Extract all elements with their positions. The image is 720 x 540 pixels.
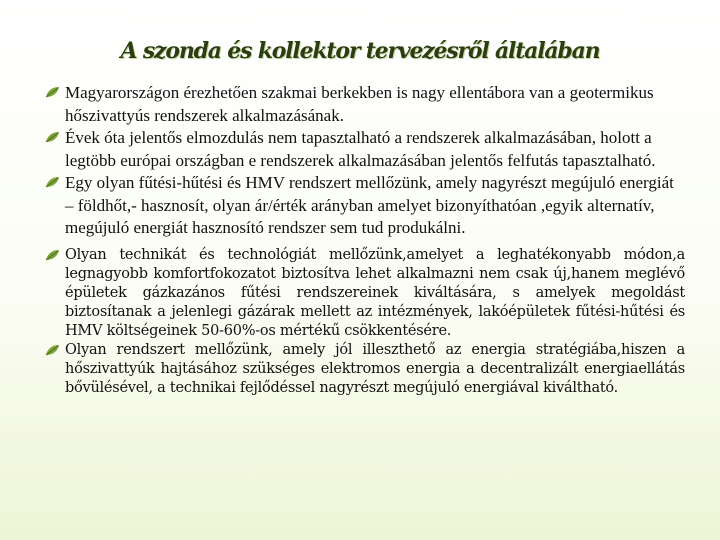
list-item-text: Olyan technikát és technológiát mellőzünk,amelyet a leghatékonyabb módon,a legnagyobb komfortfokozatot biztosítva lehet alkalmazni nem csak új,hanem meglévő épületek gázkazános fűtési rendszereinek kiváltására, s amelyek megoldást biztosítanak a jelenlegi gázárak mellett az intézmények, lakóépületek fűtési-hűtési és HMV költségeinek 50-60%-os mértékű csökkentésére. <box>65 246 685 339</box>
list-item-text: Magyarországon érezhetően szakmai berkekben is nagy ellentábora van a geotermikus hőszivattyús rendszerek alkalmazásának. <box>65 83 654 125</box>
list-item <box>45 341 685 398</box>
bullet-list <box>45 82 685 398</box>
leaf-bullet-icon <box>45 86 60 99</box>
list-item <box>45 172 685 240</box>
list-item-text: Olyan rendszert mellőzünk, amely jól illeszthető az energia stratégiába,hiszen a hőszivattyúk hajtásához szükséges elektromos energia a decentralizált energiaellátás bővülésével, a technikai fejlődéssel nagyrészt megújuló energiával kiváltható. <box>65 341 685 396</box>
list-item-text: Egy olyan fűtési-hűtési és HMV rendszert mellőzünk, amely nagyrészt megújuló energiát – földhőt,- hasznosít, olyan ár/érték arányban amelyet bizonyíthatóan ,egyik alternatív, megújuló energiát hasznosító rendszer sem tud produkálni. <box>65 173 674 237</box>
list-item-text: Évek óta jelentős elmozdulás nem tapasztalható a rendszerek alkalmazásában, holott a legtöbb európai országban e rendszerek alkalmazásában jelentős felfutás tapasztalható. <box>65 128 656 170</box>
leaf-bullet-icon <box>45 344 60 357</box>
slide-title: A szonda és kollektor tervezésről általában <box>120 38 600 64</box>
leaf-bullet-icon <box>45 249 60 262</box>
list-item <box>45 246 685 341</box>
leaf-bullet-icon <box>45 131 60 144</box>
list-item <box>45 127 685 172</box>
list-item <box>45 82 685 127</box>
leaf-bullet-icon <box>45 176 60 189</box>
